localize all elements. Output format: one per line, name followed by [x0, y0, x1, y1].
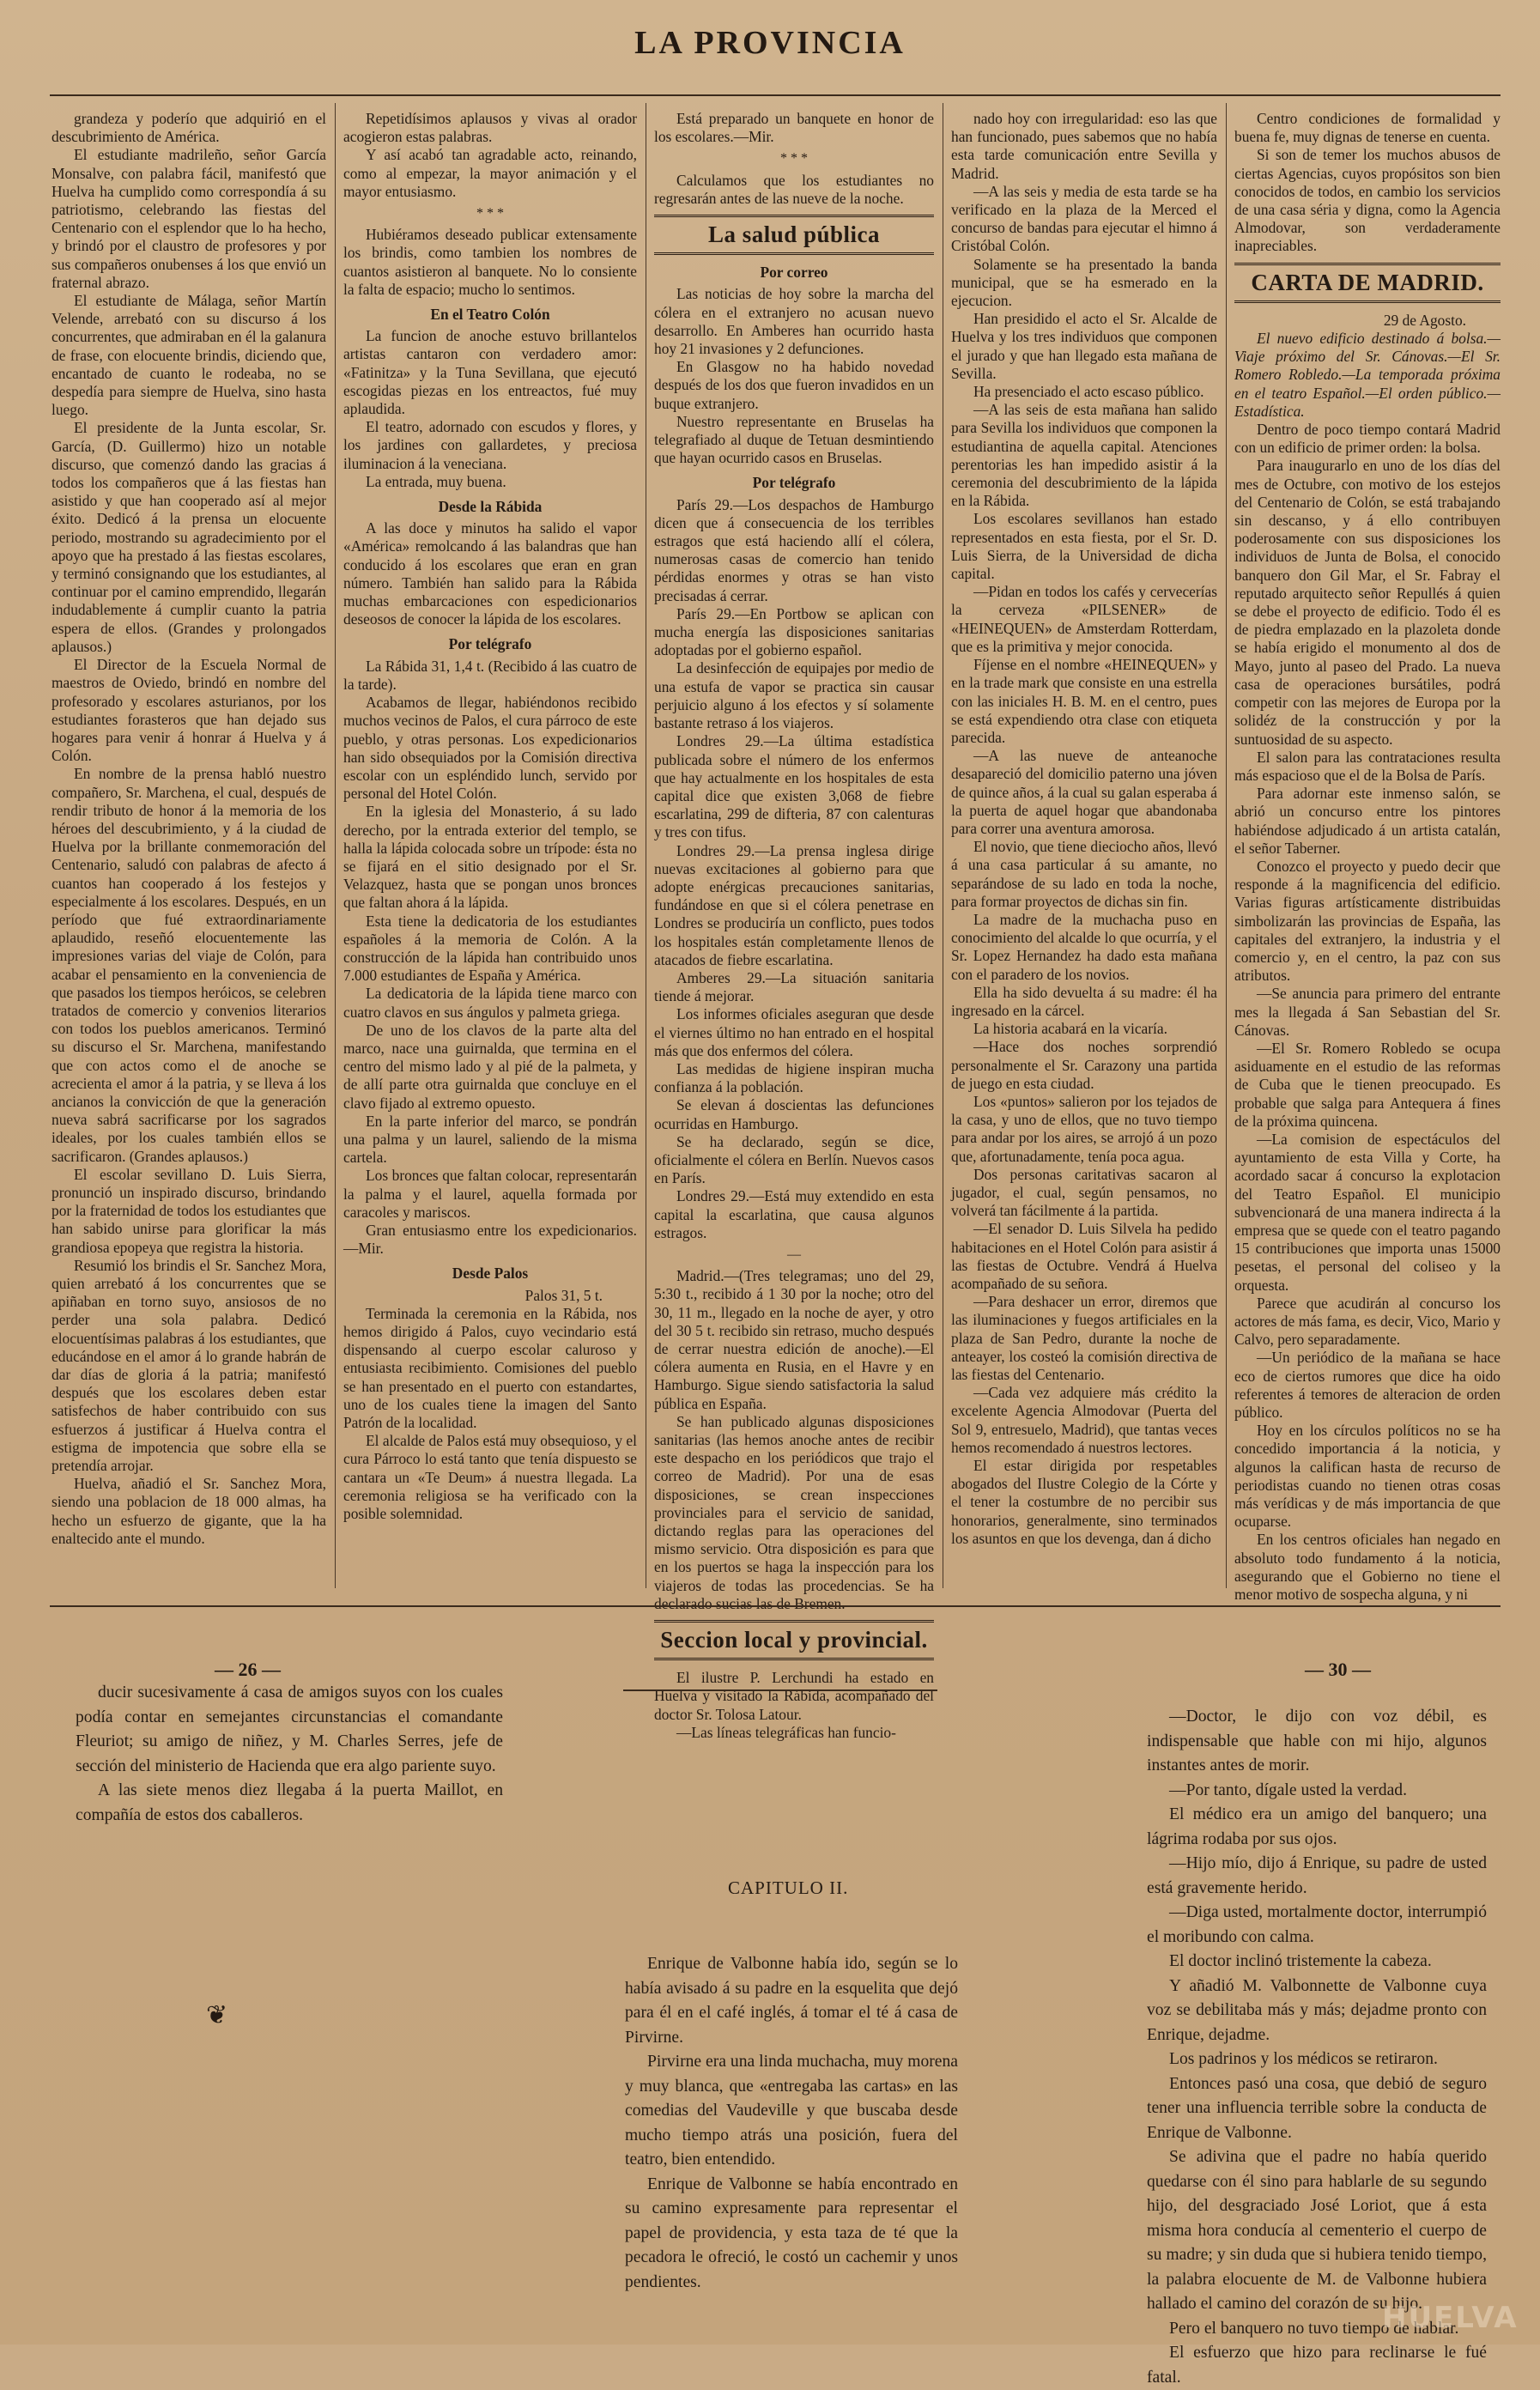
- paragraph: Han presidido el acto el Sr. Alcalde de Huelva y los tres individuos que componen el jurado y que han llegado esta mañana de Sevilla.: [951, 310, 1217, 382]
- paragraph: Terminada la ceremonia en la Rábida, nos hemos dirigido á Palos, cuyo vecindario está dispensando al cuerpo escolar caluroso y entusiasta recibimiento. Comisiones del pueblo se han presentado en el puerto con estandartes, uno de los cuales tiene la imagen del Santo Patrón de la localidad.: [343, 1304, 637, 1432]
- paragraph: Se han publicado algunas disposiciones sanitarias (las hemos anoche antes de recibir este despacho en los periódicos que trajo el correo de Madrid). Por una de esas disposiciones, se crean inspecciones provinciales para el servicio de sanidad, dictando reglas para las operaciones del mismo servicio. Otra disposición es para que en los puertos se haga la inspección para los viajeros de todas las procedencias. Se ha declarado sucias las de Bremen.: [654, 1412, 934, 1612]
- serial-paragraph: Pirvirne era una linda muchacha, muy morena y muy blanca, que «entregaba las cartas» en las comedias del Vaudeville y que buscaba desde mucho tiempo atrás una posición, fuera del teatro, bien entendido.: [625, 2053, 958, 2169]
- separator-mark: —: [787, 1247, 801, 1262]
- article-column-2: [343, 110, 637, 1586]
- paragraph: La funcion de anoche estuvo brillantelos artistas cantaron con verdadero amor: «Fatinitza» y la Tuna Sevillana, que ejecutó escogidas piezas en los entreactos, fué muy aplaudida.: [343, 327, 637, 418]
- paragraph: Dos personas caritativas sacaron al jugador, el cual, según pensamos, no volverá tan fácilmente á la partida.: [951, 1165, 1217, 1220]
- paragraph: Los «puntos» salieron por los tejados de la casa, y uno de ellos, que no tuvo tiempo para andar por los aires, se arrojó á un pozo que, afortunadamente, tenía poca agua.: [951, 1092, 1217, 1165]
- paragraph: La Rábida 31, 1,4 t. (Recibido á las cuatro de la tarde).: [343, 657, 637, 693]
- paragraph: Para inaugurarlo en uno de los días del mes de Octubre, con motivo de los estejos del Centenario de Colón, se está trabajando sin descanso, y á ello contribuyen poderosamente con sus disposiciones los individuos de Junta de Bolsa, el conocido banquero don Gil Mar, el Sr. Fabray el reputado arquitecto señor Repullés á quien se debe el proyecto de edificio. Todo él es de piedra emplazado en la plazoleta donde se había erigido el monumento al dos de Mayo, junto al paseo del Prado. La nueva casa de operaciones bursátiles, podrá competir con las mejores de Europa por la solidéz de la construcción y por la suntuosidad de su aspecto.: [1234, 457, 1501, 748]
- paragraph: La dedicatoria de la lápida tiene marco con cuatro clavos en sus ángulos y palmeta griega.: [343, 985, 637, 1021]
- paragraph: Calculamos que los estudiantes no regresarán antes de las nueve de la noche.: [654, 171, 934, 207]
- serial-paragraph: —Diga usted, mortalmente doctor, interrumpió el moribundo con calma.: [1147, 1903, 1487, 1946]
- paragraph: Londres 29.—La última estadística publicada sobre el número de los enfermos que hay actualmente en los hospitales de esta capital dice que existen 3,068 de fiebre escarlatina, 299 de difteria, 87 con calenturas y tres con tifus.: [654, 732, 934, 841]
- serial-left-column: [76, 1681, 503, 1828]
- paragraph: grandeza y poderío que adquirió en el descubrimiento de América.: [52, 110, 326, 146]
- paragraph: —A las seis y media de esta tarde se ha verificado en la plaza de la Merced el concurso de bandas para ejecutar el himno á Cristóbal Colón.: [951, 182, 1217, 255]
- paragraph: De uno de los clavos de la parte alta del marco, nace una guirnalda, que termina en el centro del mismo lado y al pié de la palmeta, y de allí parte otra guirnalda que concluye en el clavo fijado al extremo opuesto.: [343, 1021, 637, 1112]
- bottom-rule: [50, 1605, 1501, 1607]
- subheading: Por telégrafo: [752, 474, 836, 492]
- masthead: LA PROVINCIA: [634, 25, 906, 61]
- serial-paragraph: Y añadió M. Valbonnette de Valbonne cuya voz se debilitaba más y más; dejadme pronto con Enrique, dejadme.: [1147, 1976, 1487, 2044]
- paragraph: La desinfección de equipajes por medio de una estufa de vapor se practica sin causar perjuicio alguno á los efectos y sí solamente bastante retraso á los viajeros.: [654, 659, 934, 732]
- paragraph: Y así acabó tan agradable acto, reinando, como al empezar, la mayor animación y el mayor entusiasmo.: [343, 146, 637, 200]
- column-separator: [1226, 103, 1227, 1588]
- paragraph: Nuestro representante en Bruselas ha telegrafiado al duque de Tetuan desmintiendo que hayan ocurrido casos en Bruselas.: [654, 412, 934, 467]
- paragraph: A las doce y minutos ha salido el vapor «América» remolcando á las balandras que han conducido á los escolares que eran en gran número. También han salido para la Rábida muchas embarcaciones con espedicionarios deseosos de conocer la lápida de los escolares.: [343, 519, 637, 628]
- paragraph: Londres 29.—Está muy extendido en esta capital la escarlatina, que causa algunos estragos.: [654, 1187, 934, 1241]
- paragraph: Repetidísimos aplausos y vivas al orador acogieron estas palabras.: [343, 110, 637, 146]
- paragraph: Se ha declarado, según se dice, oficialmente el cólera en Berlín. Nuevos casos en París.: [654, 1132, 934, 1187]
- paragraph: Ha presenciado el acto escaso público.: [973, 383, 1204, 401]
- dateline: Palos 31, 5 t.: [524, 1286, 603, 1304]
- paragraph: Parece que acudirán al concurso los actores de más fama, es decir, Vico, Mario y Calvo, pero separadamente.: [1234, 1294, 1501, 1349]
- serial-paragraph: —Doctor, le dijo con voz débil, es indispensable que hable con mi hijo, algunos instantes antes de morir.: [1147, 1708, 1487, 1774]
- paragraph: Solamente se ha presentado la banda municipal, que se ha esmerado en la ejecucion.: [951, 255, 1217, 310]
- paragraph: Fíjense en el nombre «HEINEQUEN» y en la trade mark que consiste en una estrella con las iniciales H. B. M. en el centro, pues se está expendiendo otra clase con etiqueta parecida.: [951, 656, 1217, 746]
- paragraph: Las noticias de hoy sobre la marcha del cólera en el extranjero no acusan nuevo desarrollo. En Amberes han ocurrido hasta hoy 21 invasiones y 2 defunciones.: [654, 285, 934, 358]
- paragraph: Huelva, añadió el Sr. Sanchez Mora, siendo una poblacion de 18 000 almas, ha hecho un esfuerzo de gigante, que la ha enaltecido ante el mundo.: [52, 1475, 326, 1547]
- article-column-4: [951, 110, 1217, 1586]
- subheading: Desde Palos: [452, 1265, 529, 1283]
- serial-paragraph: El doctor inclinó tristemente la cabeza.: [1169, 1952, 1432, 1970]
- serial-rule: [623, 1689, 937, 1691]
- serial-paragraph: ducir sucesivamente á casa de amigos suyos con los cuales podía contar en semejantes circunstancias el comandante Fleuriot; su amigo de niñez, y M. Charles Serres, jefe de sección del ministerio de Hacienda que era algo pariente suyo.: [76, 1683, 503, 1775]
- paragraph: El Director de la Escuela Normal de maestros de Oviedo, brindó en nombre del profesorado y escolares asturianos, por los estudiantes forasteros que han dejado sus hogares para venir á honrar á Huelva y á Colón.: [52, 656, 326, 765]
- paragraph: Los bronces que faltan colocar, representarán la palma y el laurel, aquella formada por caracoles y mariscos.: [343, 1167, 637, 1221]
- paragraph: En Glasgow no ha habido novedad después de los dos que fueron invadidos en un buque extranjero.: [654, 358, 934, 412]
- section-heading: Seccion local y provincial.: [654, 1620, 934, 1660]
- paragraph: Esta tiene la dedicatoria de los estudiantes españoles á la memoria de Colón. A la construcción de la lápida han contribuido unos 7.000 estudiantes de España y América.: [343, 912, 637, 985]
- serial-paragraph: —Por tanto, dígale usted la verdad.: [1169, 1780, 1407, 1799]
- serial-middle-column: [625, 1952, 958, 2295]
- section-heading: La salud pública: [654, 215, 934, 255]
- paragraph: El estudiante de Málaga, señor Martín Velende, arrebató con su discurso á los concurrentes, que admiraban en él la galanura de frase, con elocuente brindis, diciendo que, encantado de cuanto le rodeaba, no se despedía para siempre de Huelva, sino hasta luego.: [52, 292, 326, 419]
- paragraph: Londres 29.—La prensa inglesa dirige nuevas excitaciones al gobierno para que adopte enérgicas precauciones sanitarias, fundándose en que si el cólera penetrase en Londres se produciría un conflicto, pues todos los hospitales están completamente llenos de atacados de fiebre escarlatina.: [654, 841, 934, 968]
- paragraph: El teatro, adornado con escudos y flores, y los jardines con gallardetes, y preciosa iluminacion á la veneciana.: [343, 418, 637, 472]
- paragraph: —Se anuncia para primero del entrante mes la llegada á San Sebastian del Sr. Cánovas.: [1234, 985, 1501, 1039]
- serial-right-column: [1147, 1705, 1487, 2390]
- paragraph: Los escolares sevillanos han estado representados en esta fiesta, por el Sr. D. Luis Sierra, de la Universidad de dicha capital.: [951, 510, 1217, 583]
- paragraph: Acabamos de llegar, habiéndonos recibido muchos vecinos de Palos, el cura párroco de este pueblo, y otras personas. Los expedicionarios han sido obsequiados por la Comisión directiva escolar con un espléndido lunch, servido por personal del Hotel Colón.: [343, 694, 637, 803]
- serial-paragraph: Enrique de Valbonne se había encontrado en su camino expresamente para representar el papel de providencia, y esta taza de té que la pecadora le ofreció, le costó un cachemir y unos pendientes.: [625, 2175, 958, 2291]
- paragraph: Hoy en los círculos políticos no se ha concedido importancia á la noticia, y algunos la califican hasta de recurso de periodistas cuando no tienen otras cosas más verídicas y de más importancia de que ocuparse.: [1234, 1422, 1501, 1531]
- serial-paragraph: Enrique de Valbonne había ido, según se lo había avisado á su padre en la esquelita que dejó para él en el café inglés, á tomar el té á casa de Pirvirne.: [625, 1955, 958, 2047]
- subheading: En el Teatro Colón: [430, 306, 550, 324]
- subheading: Por telégrafo: [448, 635, 532, 653]
- paragraph: El estar dirigida por respetables abogados del Ilustre Colegio de la Córte y el tener la costumbre de no percibir sus honorarios, generalmente, sino terminados los asuntos en que los devenga, dan á dicho: [951, 1457, 1217, 1547]
- paragraph: El escolar sevillano D. Luis Sierra, pronunció un inspirado discurso, brindando por la fraternidad de todos los estudiantes que han sabido unirse para glorificar la más grandiosa epopeya que registra la historia.: [52, 1165, 326, 1256]
- paragraph: El novio, que tiene dieciocho años, llevó á una casa particular á su amante, no separándose de su lado en toda la noche, para formar proyectos de dichas sin fin.: [951, 838, 1217, 910]
- paragraph: Centro condiciones de formalidad y buena fe, muy dignas de tenerse en cuenta.: [1234, 110, 1501, 146]
- library-watermark: HUELVA: [1382, 2301, 1519, 2335]
- subheading: Desde la Rábida: [438, 498, 543, 516]
- paragraph: Dentro de poco tiempo contará Madrid con un edificio de primer orden: la bolsa.: [1234, 421, 1501, 457]
- paragraph: Gran entusiasmo entre los expedicionarios.—Mir.: [343, 1221, 637, 1258]
- summary-paragraph: El nuevo edificio destinado á bolsa.—Viaje próximo del Sr. Cánovas.—El Sr. Romero Robledo.—La temporada próxima en el teatro Español.—El orden público.—Estadística.: [1234, 330, 1501, 420]
- paragraph: Hubiéramos deseado publicar extensamente los brindis, como tambien los nombres de cuantos asistieron al banquete. No lo consiente la falta de espacio; mucho lo sentimos.: [343, 226, 637, 298]
- paragraph: —Cada vez adquiere más crédito la excelente Agencia Almodovar (Puerta del Sol 9, entresuelo, Madrid), que tantas veces hemos recomendado á nuestros lectores.: [951, 1384, 1217, 1456]
- paragraph: París 29.—En Portbow se aplican con mucha energía las disposiciones sanitarias adoptadas por el gobierno español.: [654, 604, 934, 659]
- column-separator: [335, 103, 336, 1588]
- page-number-left: — 26 —: [215, 1659, 281, 1680]
- paragraph: En la iglesia del Monasterio, á su lado derecho, por la entrada exterior del templo, se halla la lápida colocada sobre un trípode: ésta no se fijará en el sitio designado por el Sr. Velazquez, hasta que se pongan unos bronces que faltan ahora á la lápida.: [343, 803, 637, 912]
- article-column-3: [654, 110, 934, 1741]
- paragraph: —El senador D. Luis Silvela ha pedido habitaciones en el Hotel Colón para asistir á las fiestas de Octubre. Vendrá á Huelva acompañado de su señora.: [951, 1220, 1217, 1292]
- serial-paragraph: El médico era un amigo del banquero; una lágrima rodaba por sus ojos.: [1147, 1805, 1487, 1848]
- section-heading: CARTA DE MADRID.: [1234, 263, 1501, 303]
- paragraph: Resumió los brindis el Sr. Sanchez Mora, quien arrebató á los concurrentes que se apiñaban en torno suyo, ansiosos de no perder una sola palabra. Dedicó elocuentísimas palabras á los estudiantes, que educándose en el amor á lo grande habrán de dar días de gloria á la patria; manifestó después que los escolares deben estar satisfechos de haber contribuido con sus esfuerzos á justificar á Huelva contra el estigma de impotencia que sobre ella se pretendía arrojar.: [52, 1256, 326, 1475]
- paragraph: Madrid.—(Tres telegramas; uno del 29, 5:30 t., recibido á 1 30 por la noche; otro del 30, 11 m., llegado en la noche de ayer, y otro del 30 5 t. recibido sin retraso, mucho después de cerrar nuestra edición de anoche).—El cólera aumenta en Rusia, en el Havre y en Hamburgo. Sigue siendo satisfactoria la salud pública en España.: [654, 1267, 934, 1412]
- paragraph: El alcalde de Palos está muy obsequioso, y el cura Párroco lo está tanto que tenía dispuesto se cantara un «Te Deum» á nuestra llegada. La ceremonia religiosa se ha verificado con la posible solemnidad.: [343, 1432, 637, 1523]
- serial-paragraph: A las siete menos diez llegaba á la puerta Maillot, en compañía de estos dos caballeros.: [76, 1781, 503, 1824]
- paragraph: Amberes 29.—La situación sanitaria tiende á mejorar.: [654, 968, 934, 1005]
- paragraph: El presidente de la Junta escolar, Sr. García, (D. Guillermo) hizo un notable discurso, que comenzó dando las gracias á todos los compañeros que á las fiestas han asistido y que han cooperado así al mejor éxito. Dedicó á la prensa un elocuente periodo, mostrando su agradecimiento por el apoyo que ha prestado á las fiestas escolares, y terminó consignando que los estudiantes, al continuar por el camino emprendido, llegarán indudablemente á cumplir cuanto la patria espera de ellos. (Grandes y prolongados aplausos.): [52, 419, 326, 655]
- paragraph: Los informes oficiales aseguran que desde el viernes último no han entrado en el hospital más que dos enfermos del cólera.: [654, 1005, 934, 1059]
- paragraph: —La comision de espectáculos del ayuntamiento de esta Villa y Corte, ha acordado sacar á concurso la explotacion del Teatro Español. El municipio subvencionará de una manera indirecta á la empresa que se quede con el teatro pagando 15 contribuciones que importa unas 15000 pesetas, el personal del coliseo y la orquesta.: [1234, 1130, 1501, 1294]
- serial-paragraph: —Hijo mío, dijo á Enrique, su padre de usted está gravemente herido.: [1147, 1854, 1487, 1897]
- serial-paragraph: El esfuerzo que hizo para reclinarse le fué fatal.: [1147, 2344, 1487, 2387]
- masthead-rule: [50, 94, 1501, 96]
- paragraph: El salon para las contrataciones resulta más espacioso que el de la Bolsa de París.: [1234, 748, 1501, 784]
- paragraph: En los centros oficiales han negado en absoluto todo fundamento á la noticia, asegurando que el Gobierno no tiene el menor motivo de sospecha alguna, y ni: [1234, 1531, 1501, 1604]
- paragraph: —Las líneas telegráficas han funcio-: [676, 1723, 896, 1741]
- paragraph: La historia acabará en la vicaría.: [973, 1020, 1167, 1038]
- article-column-5: [1234, 110, 1501, 1604]
- paragraph: París 29.—Los despachos de Hamburgo dicen que á consecuencia de los terribles estragos que está haciendo allí el cólera, numerosas casas de comercio han tenido pérdidas enormes y otras se han visto precisadas á cerrar.: [654, 495, 934, 604]
- paragraph: nado hoy con irregularidad: eso las que han funcionado, pues sabemos que no había esta tarde comunicación entre Sevilla y Madrid.: [951, 110, 1217, 182]
- paragraph: Si son de temer los muchos abusos de ciertas Agencias, cuyos propósitos son bien conocidos de todos, en cambio los servicios de una casa séria y digna, como la Agencia Almodovar, son verdaderamente inapreciables.: [1234, 146, 1501, 255]
- serial-paragraph: Entonces pasó una cosa, que debió de seguro tener una influencia terrible sobre la conducta de Enrique de Valbonne.: [1147, 2074, 1487, 2142]
- separator-mark: * * *: [780, 151, 808, 167]
- serial-paragraph: Los padrinos y los médicos se retiraron.: [1169, 2050, 1438, 2068]
- chapter-title: CAPITULO II.: [728, 1877, 849, 1898]
- paragraph: La entrada, muy buena.: [366, 472, 506, 490]
- paragraph: —Un periódico de la mañana se hace eco de ciertos rumores que dice ha oido referentes á temores de alteracion de orden público.: [1234, 1349, 1501, 1422]
- paragraph: La madre de la muchacha puso en conocimiento del alcalde lo que ocurría, y el Sr. Lopez Hernandez ha dado esta mañana con el paradero de los novios.: [951, 910, 1217, 983]
- article-column-1: [52, 110, 326, 1586]
- ornament-icon: ❦: [206, 2000, 228, 2030]
- paragraph: —A las nueve de anteanoche desapareció del domicilio paterno una jóven de quince años, á la cual su galan esperaba á la puerta de aquel hogar que abandonaba para correr una aventura amorosa.: [951, 747, 1217, 837]
- paragraph: Para adornar este inmenso salón, se abrió un concurso entre los pintores habiéndose adjudicado á un artista catalán, el señor Taberner.: [1234, 785, 1501, 857]
- separator-mark: * * *: [476, 206, 504, 221]
- paragraph: En nombre de la prensa habló nuestro compañero, Sr. Marchena, el cual, después de rendir tributo de honor á la memoria de los héroes del descubrimiento, y á la ciudad de Huelva por la brillante conmemoración del Centenario, saludó con palabras de afecto á cuantos han cooperado á los festejos y especialmente á los escolares. Después, en un período que fué extraordinariamente aplaudido, reseñó elocuentemente las impresiones varias del viaje de Colón, para acabar el pensamiento en la conveniencia de que pasados los tiempos heróicos, se celebren tratados de comercio y convenios literarios con todos los pueblos americanos. Terminó su discurso el Sr. Marchena, manifestando que con actos como el de anoche se acrecienta el amor á la patria, y se lleva á los ancianos la convicción de que la generación nueva sabrá sacrificarse por los sagrados ideales, por los cuales también ellos se sacrificaron. (Grandes aplausos.): [52, 765, 326, 1165]
- paragraph: —A las seis de esta mañana han salido para Sevilla los individuos que componen la estudiantina de aquella capital. Atenciones perentorias les han impedido asistir á la ceremonia del descubrimiento de la lápida en la Rábida.: [951, 401, 1217, 510]
- paragraph: —El Sr. Romero Robledo se ocupa asiduamente en el estudio de las reformas de Cuba que le tienen preocupado. Es probable que salga para Antequera á fines de la próxima quincena.: [1234, 1039, 1501, 1130]
- paragraph: Ella ha sido devuelta á su madre: él ha ingresado en la cárcel.: [951, 983, 1217, 1019]
- paragraph: Está preparado un banquete en honor de los escolares.—Mir.: [654, 110, 934, 146]
- paragraph: En la parte inferior del marco, se pondrán una palma y un laurel, saliendo de la misma cartela.: [343, 1112, 637, 1167]
- paragraph: Las medidas de higiene inspiran mucha confianza á la población.: [654, 1059, 934, 1096]
- paragraph: El estudiante madrileño, señor García Monsalve, con palabra fácil, manifestó que Huelva ha cumplido como correspondía á su patriotismo, celebrando las fiestas del Centenario con el esplendor que lo ha hecho, y brindó por el claustro de profesores y por sus compañeros onubenses á los que envió un fraternal abrazo.: [52, 146, 326, 291]
- dateline: 29 de Agosto.: [1383, 311, 1466, 329]
- paragraph: —Pidan en todos los cafés y cervecerías la cerveza «PILSENER» de «HEINEQUEN» de Amsterdam Rotterdam, que es la primitiva y mejor conocida.: [951, 583, 1217, 655]
- paragraph: —Para deshacer un error, diremos que las iluminaciones y fuegos artificiales en la plaza de San Pedro, durante la noche de anteayer, los costeó la comisión directiva de las fiestas del Centenario.: [951, 1293, 1217, 1384]
- serial-paragraph: Pero el banquero no tuvo tiempo de hablar.: [1169, 2319, 1459, 2338]
- subheading: Por correo: [760, 264, 828, 282]
- paragraph: Se elevan á doscientas las defunciones ocurridas en Hamburgo.: [654, 1096, 934, 1132]
- paragraph: El ilustre P. Lerchundi ha estado en Huelva y visitado la Rábida, acompañado del doctor Sr. Tolosa Latour.: [654, 1669, 934, 1723]
- page-number-right: — 30 —: [1305, 1659, 1371, 1680]
- paragraph: —Hace dos noches sorprendió personalmente el Sr. Carazony una partida de juego en esta ciudad.: [951, 1038, 1217, 1092]
- serial-paragraph: Se adivina que el padre no había querido quedarse con él sino para hablarle de su segundo hijo, del desgraciado José Loriot, que á esta misma hora conducía al cementerio el cuerpo de su madre; y sin duda que si hubiera tenido tiempo, la palabra elocuente de M. de Valbonne hubiera hallado el camino del corazón de su hijo.: [1147, 2148, 1487, 2313]
- paragraph: Conozco el proyecto y puedo decir que responde á la magnificencia del edificio. Varias figuras artísticamente distribuidas simbolizarán las provincias de España, las capitales del extranjero, la industria y el comercio y, en el centro, la paz con sus atributos.: [1234, 857, 1501, 985]
